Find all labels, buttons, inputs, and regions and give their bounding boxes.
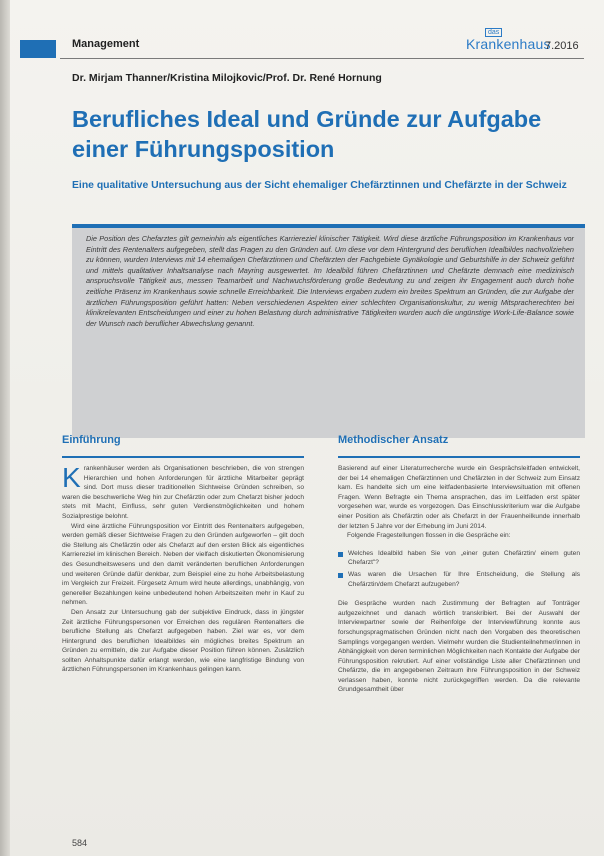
left-column-body xyxy=(62,464,304,675)
list-item: Welches Idealbild haben Sie von „einer guten Chefärztin/ einem guten Chefarzt"? xyxy=(338,549,580,568)
left-column xyxy=(62,434,304,675)
binding-gutter xyxy=(0,0,10,856)
section-marker xyxy=(20,40,56,58)
abstract-accent-bar xyxy=(72,224,585,228)
paragraph: Folgende Fragestellungen flossen in die Gespräche ein: xyxy=(347,532,511,540)
brand-logo: Krankenhaus xyxy=(466,36,551,52)
question-list xyxy=(338,549,580,589)
paragraph xyxy=(62,464,304,522)
section-heading-einfuehrung: Einführung xyxy=(62,434,121,446)
section-heading-methodik: Methodischer Ansatz xyxy=(338,434,449,446)
paragraph: Den Ansatz zur Untersuchung gab der subjektive Eindruck, dass in jüngster Zeit ärztliche Führungspersonen vor Erreichen des regulären Rentenalters die berufliche Stellung als Chefarzt aufgegeben haben. Ziel war es, vor dem Hintergrund des beruflichen Idealbildes ein mögliches breites Spektrum an Gründen zu ermitteln, die zur Aufgabe dieser Position führen können. Zusätzlich sollten Anhaltspunkte dafür erlangt werden, wie eine langfristige Bindung von ärztlichen Führungspersonen im Krankenhaus gelingen kann. xyxy=(62,608,304,674)
header-rule xyxy=(60,58,584,59)
paragraph-text: rankenhäuser werden als Organisationen beschrieben, die von strengen Hierarchien und hohen Anforderungen für ärztliche Mitarbeiter geprägt sind. Dort muss dieser traditionellen Sichtweise Gründen schreiben, so waren die beschwerliche Weg hin zur Chefärztin oder zum Chefarzt bisher jedoch stets mit Macht, Einfluss, sehr guten Verdienstmöglichkeiten und hohem Sozialprestige belohnt. xyxy=(62,465,304,520)
list-item: Was waren die Ursachen für Ihre Entscheidung, die Stellung als Chefärztin/dem Chefarzt aufzugeben? xyxy=(338,570,580,589)
brand-logo-prefix: das xyxy=(485,28,502,37)
right-column-body xyxy=(338,464,580,695)
article-authors: Dr. Mirjam Thanner/Kristina Milojkovic/Prof. Dr. René Hornung xyxy=(72,72,382,84)
article-title: Berufliches Ideal und Gründe zur Aufgabe einer Führungsposition xyxy=(72,106,542,162)
drop-cap: K xyxy=(62,462,81,493)
heading-rule xyxy=(338,456,580,458)
paragraph: Basierend auf einer Literaturrecherche wurde ein Gesprächsleitfaden entwickelt, der bei 14 ehemaligen Chefärztinnen und Chefärzten in der Schweiz zum Einsatz kam. Es handelte sich um eine leitfadenbasierte Interviewsituation mit offenen Fragen. Wenn Befragte ein Thema ansprachen, das im Leitfaden erst später vorgesehen war, wurde es vorgezogen. Das Einschlusskriterium war die Aufgabe einer Position als Chefärztin oder als Chefarzt in der Frauenheilkunde innerhalb der letzten 5 Jahre vor der Erhebung im Juni 2014. xyxy=(338,465,580,530)
heading-rule xyxy=(62,456,304,458)
issue-number: 7.2016 xyxy=(545,40,579,52)
right-column xyxy=(338,434,580,695)
abstract-text: Die Position des Chefarztes gilt gemeinhin als eigentliches Karriereziel klinischer Tätigkeit. Wird diese ärztliche Führungsposition im Krankenhaus vor Eintritt des Rentenalters aufgegeben, stellt das Fragen zu den Gründen auf. Um diese vor dem Hintergrund des beruflichen Idealbildes nachvollziehen zu können, wurden Interviews mit 14 ehemaligen Chefärztinnen und Chefärzten der Fachgebiete Gynäkologie und Geburtshilfe in der Schweiz geführt und mittels qualitativer Inhaltsanalyse nach Mayring ausgewertet. Im Idealbild führen Chefärztinnen und Chefärzte demnach eine medizinisch anspruchsvolle Tätigkeit aus, messen Teamarbeit und Nachwuchsförderung große Bedeutung zu und zeigen ihr Engagement auch durch hohe zeitliche Präsenz im Krankenhaus sowie schnelle Erreichbarkeit. Die Interviews ergaben zudem ein breites Spektrum an Gründen, die zur Aufgabe der ärztlichen Führungsposition geführt hatten: Neben verschiedenen Aspekten einer schlechten Organisationskultur, zu wenig Mitspracherechten bei klinikrelevanten Entscheidungen und einer zu hohen Belastung durch administrative Tätigkeiten wurden auch die ungünstige Work-Life-Balance sowie der Wunsch nach beruflicher Abwechslung genannt. xyxy=(86,234,574,328)
article-subtitle: Eine qualitative Untersuchung aus der Sicht ehemaliger Chefärztinnen und Chefärzte in der Schweiz xyxy=(72,180,567,191)
paragraph: Die Gespräche wurden nach Zustimmung der Befragten auf Tonträger aufgezeichnet und danach wörtlich transkribiert. Bei der Auswahl der Interviewpartner sowie der Reihenfolge der Interviewführung konnte aus forschungspragmatischen Gründen nicht nach den Vorgaben des theoretischen Samplings vorgegangen werden. Vielmehr wurden die Studienteilnehmer/innen in Abhängigkeit von deren terminlichen Möglichkeiten nach Kontakte der Aufgabe der Führungsposition rekrutiert. Auf einer vollständige Liste aller Chefärztinnen und Chefärzte, die im angegebenen Zeitraum ihre Führungsposition in der Schweiz verlassen haben, konnte nicht zurückgegriffen werden. Da die relevante Grundgesamtheit über xyxy=(338,600,580,694)
paragraph: Wird eine ärztliche Führungsposition vor Eintritt des Rentenalters aufgegeben, werden gemäß dieser Sichtweise Fragen zu den Gründen aufgeworfen – gilt doch die Stellung als Chefärztin oder als Chefarzt auf den ersten Blick als eigentliches Karriereziel im klinischen Bereich. Neben der vielfach diskutierten Ökonomisierung des Gesundheitswesens und den damit veränderten beruflichen Anforderungen und weiteren Gründe dafür denkbar, zum Beispiel eine zu hohe Arbeitsbelastung im Vergleich zur Freizeit. Fürgesetz Arnum wird heute allerdings, unabhängig, von genereller Bezahlungen keine unbedeutend hohen Arbeitszeiten mehr in Kauf zu nehmen. xyxy=(62,522,304,607)
page-number: 584 xyxy=(72,838,88,848)
section-label: Management xyxy=(72,38,140,50)
